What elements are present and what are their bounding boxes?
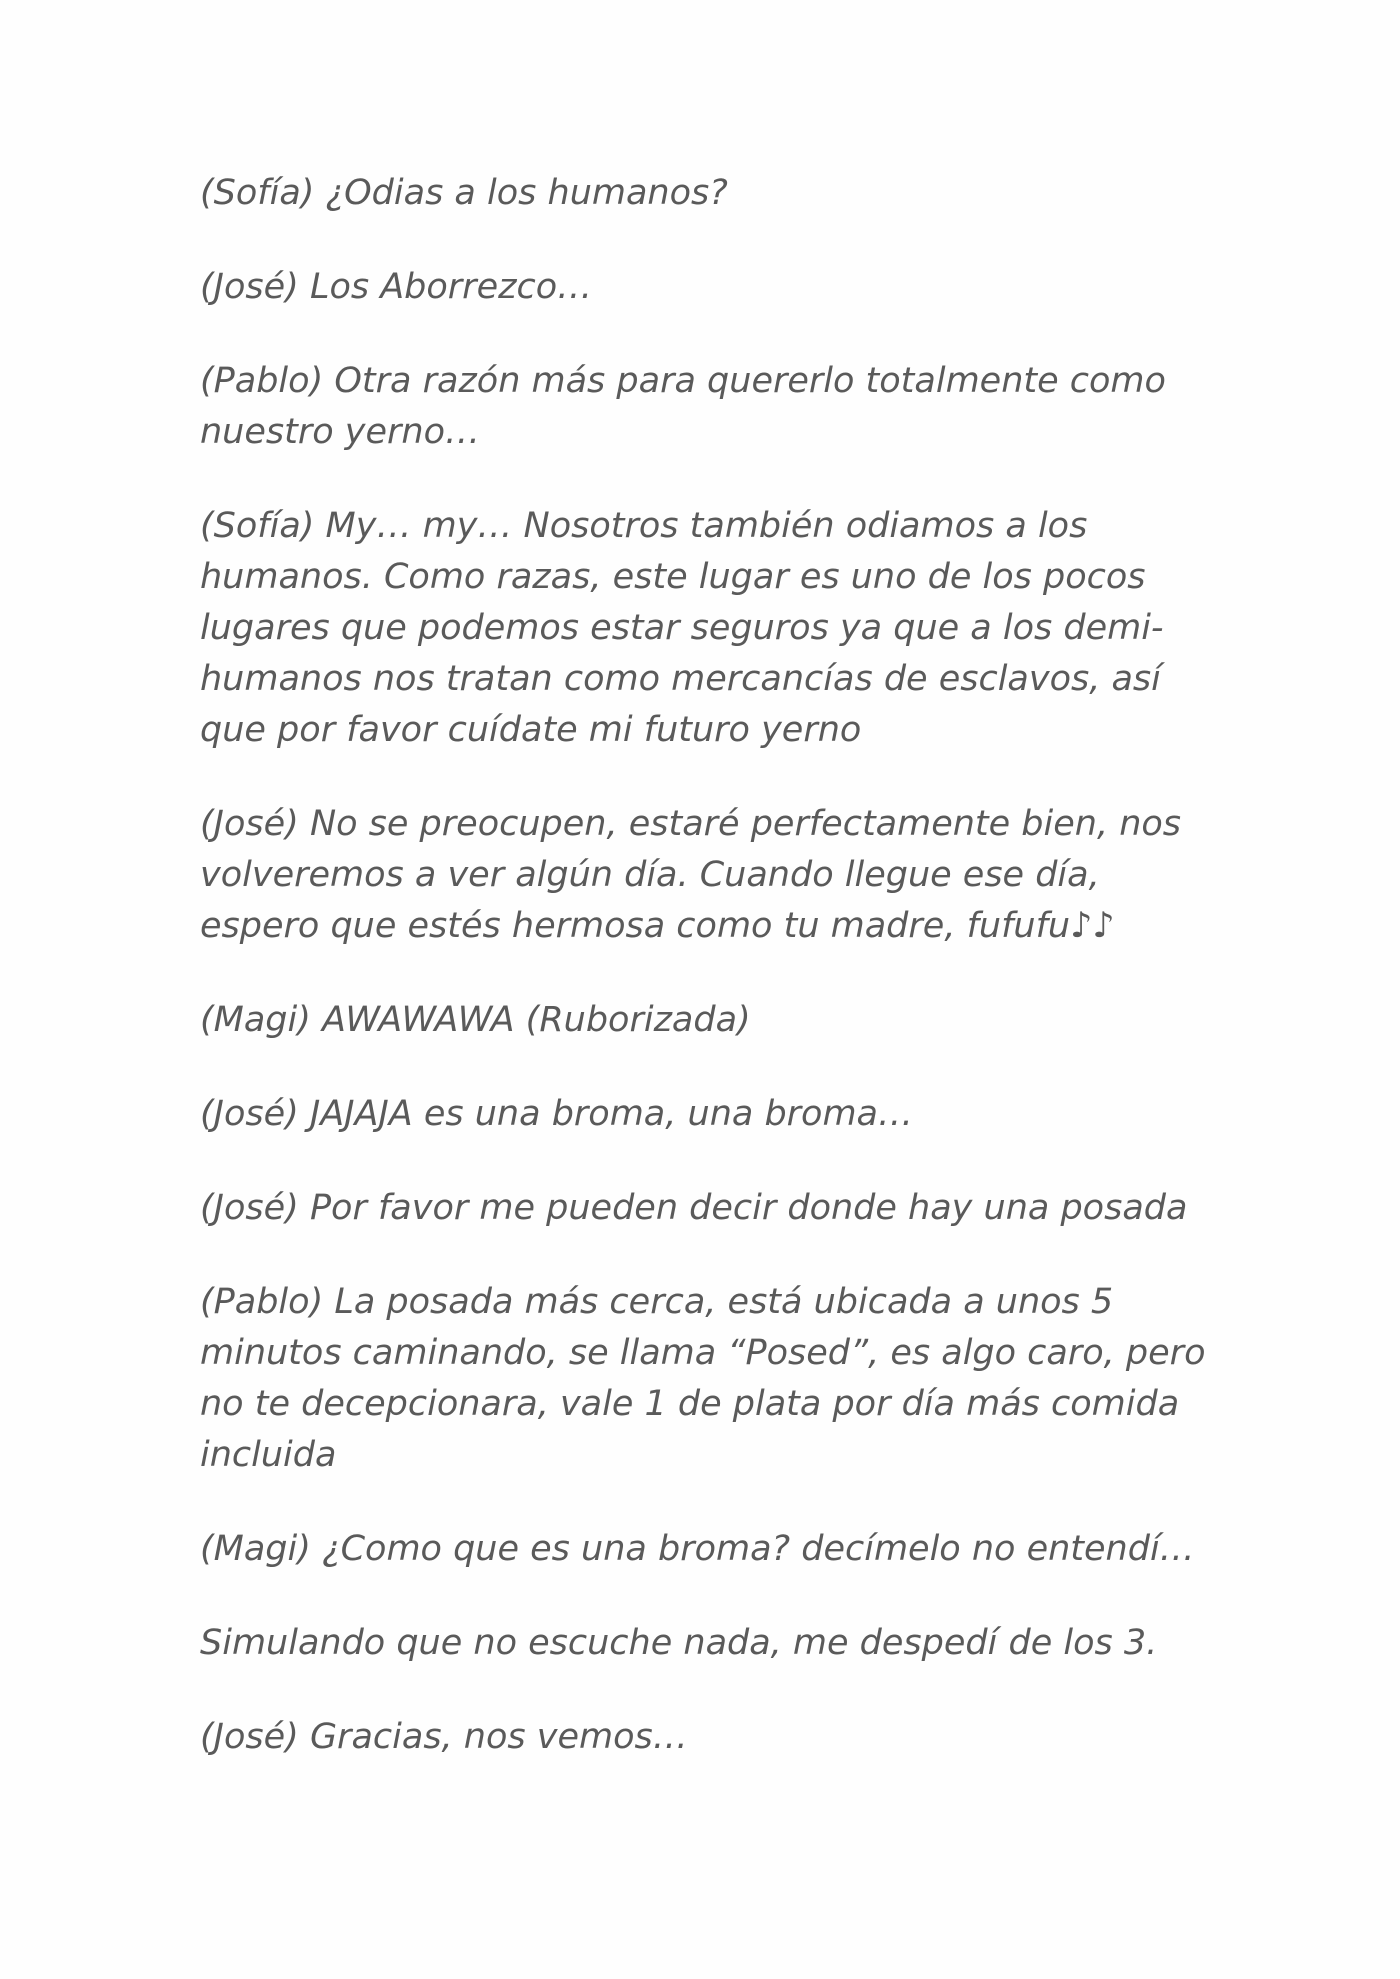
paragraph: (Pablo) La posada más cerca, está ubicada a unos 5 minutos caminando, se llama “Posed”, es algo caro, pero no te decepcionara, vale 1 de plata por día más comida incluida [200, 1282, 1206, 1475]
paragraph: (Magi) ¿Como que es una broma? decímelo no entendí… [200, 1529, 1195, 1569]
paragraph: Simulando que no escuche nada, me despedí de los 3. [200, 1623, 1158, 1663]
paragraph: (José) Gracias, nos vemos… [200, 1717, 688, 1757]
paragraph: (Magi) AWAWAWA (Ruborizada) [200, 1000, 751, 1040]
paragraph: (Sofía) My… my… Nosotros también odiamos a los humanos. Como razas, este lugar es uno de los pocos lugares que podemos estar seguros ya que a los demi-humanos nos tratan como mercancías de esclavos, así que por favor cuídate mi futuro yerno [200, 506, 1164, 750]
paragraph: (José) JAJAJA es una broma, una broma… [200, 1094, 914, 1134]
paragraph: (Sofía) ¿Odias a los humanos? [200, 173, 728, 213]
paragraph: (José) Los Aborrezco… [200, 267, 593, 307]
paragraph: (Pablo) Otra razón más para quererlo totalmente como nuestro yerno… [200, 361, 1166, 452]
dialogue-text [200, 168, 1210, 1806]
paragraph: (José) Por favor me pueden decir donde hay una posada [200, 1188, 1188, 1228]
paragraph: (José) No se preocupen, estaré perfectamente bien, nos volveremos a ver algún día. Cuando llegue ese día, espero que estés hermosa como tu madre, fufufu♪♪ [200, 804, 1182, 946]
